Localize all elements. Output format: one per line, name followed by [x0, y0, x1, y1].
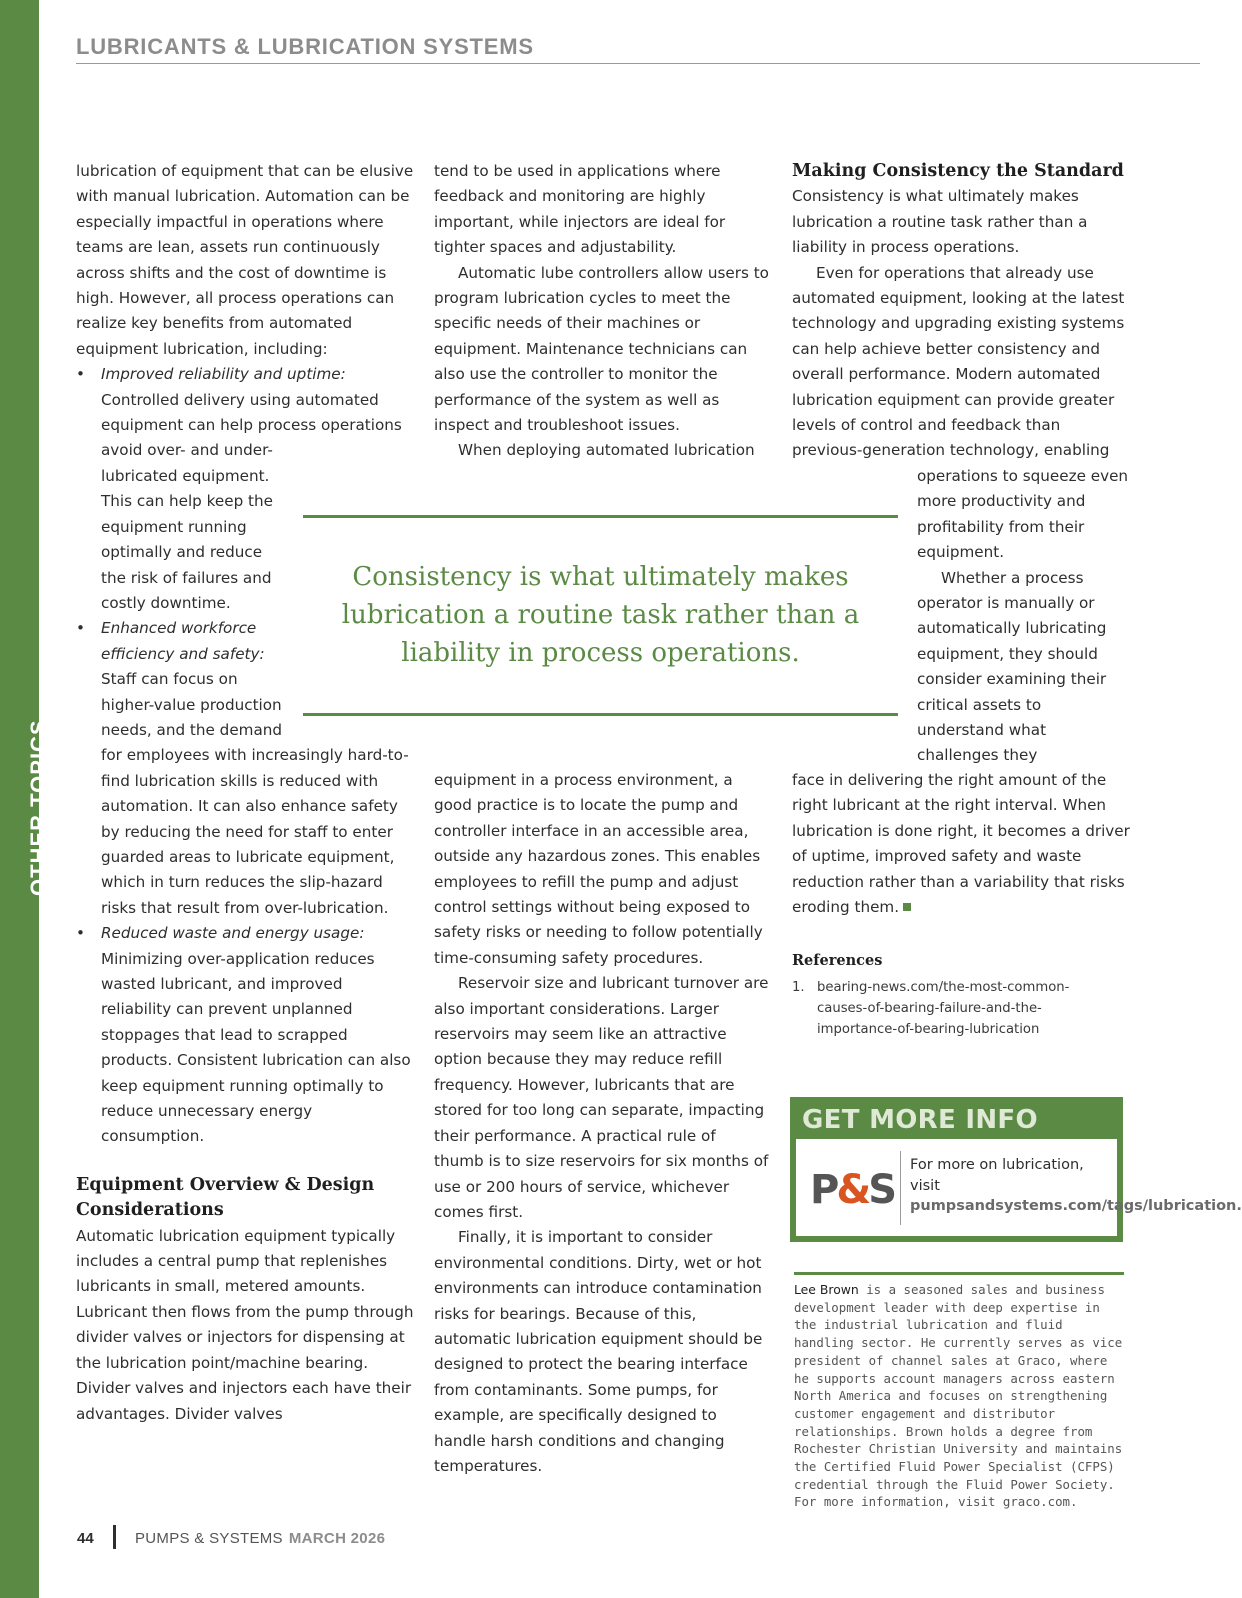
references-title: References — [792, 952, 883, 969]
bullet-text-narrow: Staff can focus on higher-value production needs, and the demand — [101, 670, 283, 739]
logo-amp: & — [836, 1167, 869, 1213]
info-inner — [796, 1139, 1242, 1236]
bio-text: is a seasoned sales and business development leader with deep expertise in the industrial lubrication and fluid handling sector. He currently serves as vice president of channel sales at Graco, where he supports account managers across eastern North America and focuses on strengthening customer engagement and distributor relationships. Brown holds a degree from Rochester Christian University and maintains the Certified Fluid Power Specialist (CFPS) credential through the Fluid Power Society. For more information, visit graco.com. — [794, 1282, 1123, 1510]
publication-name: PUMPS & SYSTEMS — [135, 1530, 283, 1547]
col1-para: Automatic lubrication equipment typically includes a central pump that replenishes lubricants in small, metered amounts. Lubricant then flows from the pump through divider valves or injectors for dispensing at the lubrication point/machine bearing. Divider valves and injectors each have their advantages. Divider valves — [76, 1226, 414, 1423]
info-link[interactable]: pumpsandsystems.com/tags/lubrication. — [910, 1198, 1242, 1214]
col3-p3-wide: face in delivering the right amount of the right lubricant at the right interval. When lubrication is done right, it becomes a driver of uptime, improved safety and waste reduction rather than a variability that risks eroding them. — [792, 771, 1130, 917]
info-divider — [900, 1151, 901, 1225]
author-bio — [794, 1281, 1129, 1511]
column-3-narrow — [917, 464, 1132, 769]
end-mark-icon — [903, 903, 911, 911]
page-number: 44 — [77, 1530, 94, 1547]
col3-p3-narrow: Whether a process operator is manually or automatically lubricating equipment, they should consider examining their critical assets to understand what challenges they — [917, 568, 1107, 765]
consistency-heading: Making Consistency the Standard — [792, 161, 1124, 181]
col2-bottom-p3: Finally, it is important to consider environmental conditions. Dirty, wet or hot environments can introduce contamination risks for bearings. Because of this, automatic lubrication equipment should be designed to protect the bearing interface from contaminants. Some pumps, for example, are specifically designed to handle harsh conditions and changing temperatures. — [434, 1228, 763, 1475]
logo-s: S — [868, 1167, 895, 1213]
ps-logo-icon — [810, 1167, 894, 1213]
equipment-heading: Equipment Overview & Design Considerations — [76, 1174, 375, 1221]
benefits-list — [76, 362, 416, 1150]
bullet-text-narrow: avoid over- and under-lubricated equipment. This can help keep the equipment running optimally and reduce the risk of failures and costly downtime. — [101, 441, 273, 612]
reference-number: 1. — [792, 980, 805, 995]
bullet-title: Enhanced workforce efficiency and safety: — [101, 619, 265, 663]
info-text-block — [910, 1155, 1242, 1217]
bullet-title: Improved reliability and uptime: — [101, 365, 346, 384]
bullet-text: for employees with increasingly hard-to-find lubrication skills is reduced with automation. It can also enhance safety by reducing the need for staff to enter guarded areas to lubricate equipment, which in turn reduces the slip-hazard risks that result from over-lubrication. — [101, 746, 409, 917]
pull-quote-text: Consistency is what ultimately makes lubrication a routine task rather than a liability in process operations. — [341, 562, 860, 668]
section-header: LUBRICANTS & LUBRICATION SYSTEMS — [76, 34, 534, 59]
column-3-bottom — [792, 768, 1132, 920]
col3-p3-wide-block — [792, 768, 1132, 920]
footer-divider — [113, 1525, 116, 1549]
col2-bottom-p2: Reservoir size and lubricant turnover are also important considerations. Larger reservoirs may seem like an attractive option because they may reduce refill frequency. However, lubricants that are stored for too long can separate, impacting their performance. A practical rule of thumb is to size reservoirs for six months of use or 200 hours of service, whichever comes first. — [434, 974, 769, 1221]
issue-date: MARCH 2026 — [288, 1530, 386, 1547]
footer-publication-block — [135, 1530, 385, 1547]
bullet-text: Controlled delivery using automated equipment can help process operations — [101, 390, 402, 435]
header-rule — [76, 63, 1200, 64]
column-3-top — [792, 159, 1132, 464]
column-2-bottom — [434, 768, 769, 1479]
col1-intro: lubrication of equipment that can be elusive with manual lubrication. Automation can be especially impactful in operations where teams are lean, assets run continuously across shifts and the cost of downtime is high. However, all process operations can realize key benefits from automated equipment lubrication, including: — [76, 162, 414, 358]
col3-p2-wide: Even for operations that already use automated equipment, looking at the latest technology and upgrading existing systems can help achieve better consistency and overall performance. Modern automated lubrication equipment can provide greater levels of control and feedback than previous-generation technology, enabling — [792, 263, 1125, 460]
bullet-narrow-block — [101, 616, 286, 743]
col2-bottom-p1: equipment in a process environment, a good practice is to locate the pump and controller interface in an accessible area, outside any hazardous zones. This enables employees to refill the pump and adjust control settings without being exposed to safety risks or needing to follow potentially time-consuming safety procedures. — [434, 771, 763, 967]
info-text: For more on lubrication, visit — [910, 1157, 1084, 1194]
side-label: OTHER TOPICS — [26, 719, 51, 896]
reference-item — [792, 977, 1092, 1040]
reference-link[interactable]: bearing-news.com/the-most-common-causes-of-bearing-failure-and-the-importance-of-bearing-lubrication — [817, 980, 1070, 1037]
col2-top-p3: When deploying automated lubrication — [458, 441, 755, 460]
bullet-text: Minimizing over-application reduces wasted lubricant, and improved reliability can prevent unplanned stoppages that lead to scrapped products. Consistent lubrication can also keep equipment running optimally to reduce unnecessary energy consumption. — [101, 949, 411, 1146]
column-1 — [76, 159, 416, 1427]
col3-p1: Consistency is what ultimately makes lubrication a routine task rather than a liability in process operations. — [792, 187, 1088, 257]
col2-top-p1: tend to be used in applications where feedback and monitoring are highly important, while injectors are ideal for tighter spaces and adjustability. — [434, 162, 726, 257]
column-2-top — [434, 159, 769, 464]
col2-top-p2: Automatic lube controllers allow users to program lubrication cycles to meet the specific needs of their machines or equipment. Maintenance technicians can also use the controller to monitor the performance of the system as well as inspect and troubleshoot issues. — [434, 263, 769, 435]
get-more-info-box — [790, 1097, 1242, 1242]
col3-p2-narrow: operations to squeeze even more productivity and profitability from their equipment. — [917, 467, 1129, 562]
author-name: Lee Brown — [794, 1282, 859, 1297]
list-item — [76, 921, 416, 1150]
bio-rule — [794, 1272, 1124, 1275]
info-title: GET MORE INFO — [802, 1105, 1038, 1135]
logo-p: P — [810, 1167, 837, 1213]
pull-quote — [303, 515, 898, 716]
bullet-title: Reduced waste and energy usage: — [101, 924, 365, 943]
